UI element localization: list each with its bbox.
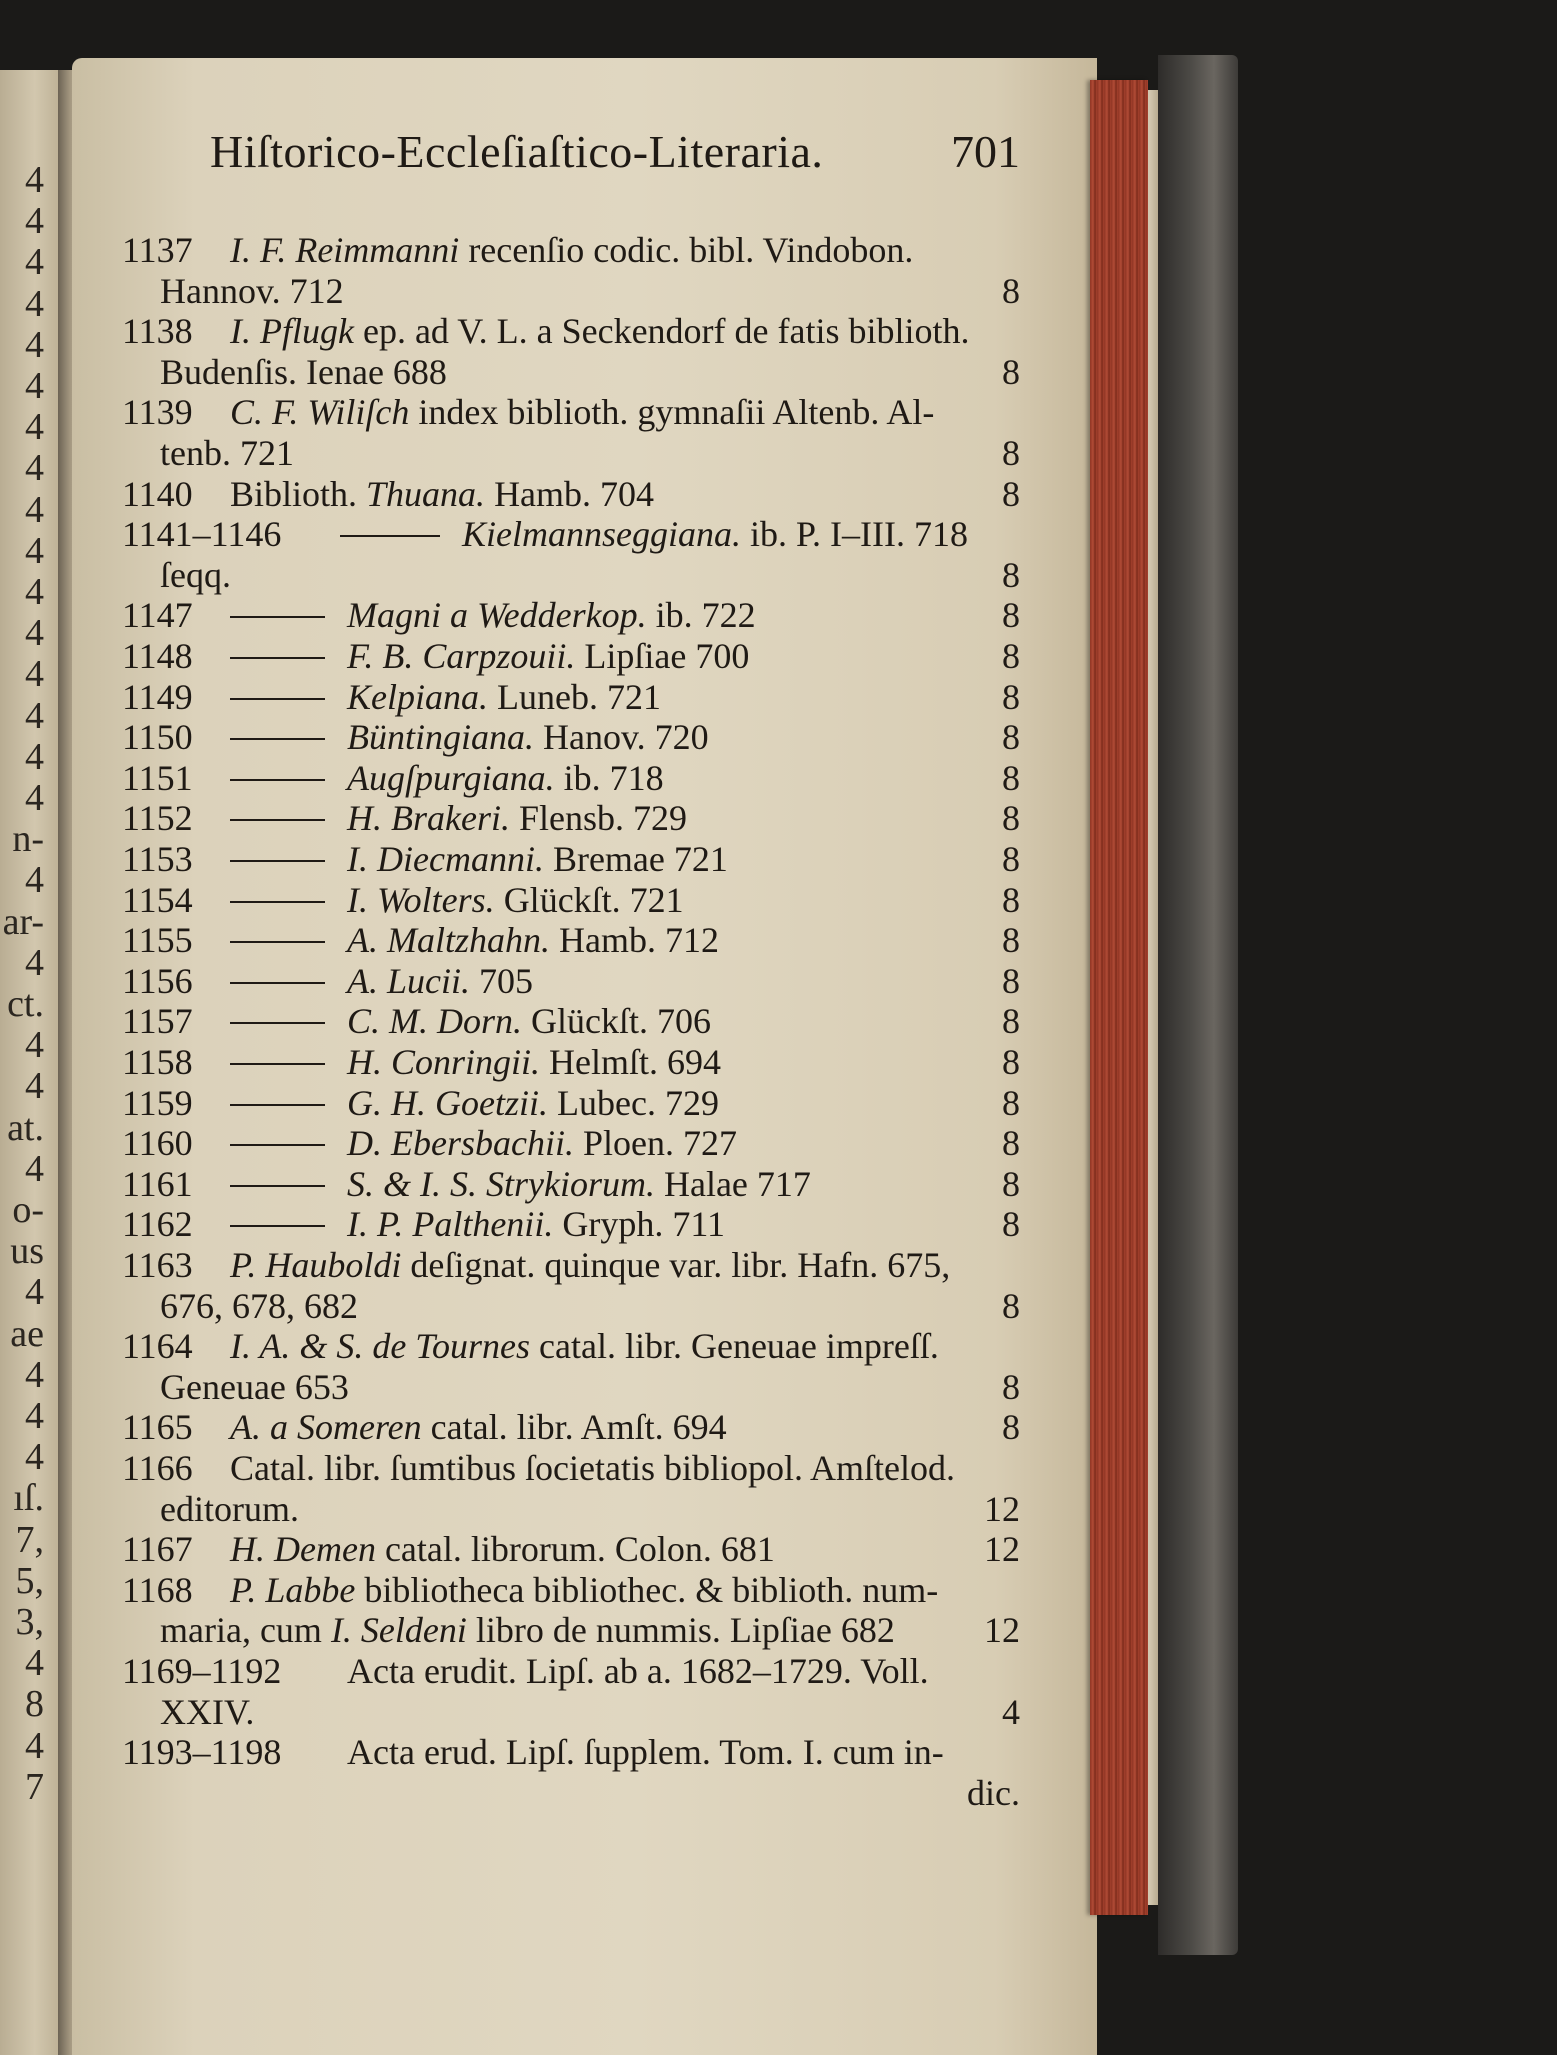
left-page-edge bbox=[0, 70, 58, 2055]
entry-title: Halae 717 bbox=[654, 1163, 811, 1204]
entry-title: 705 bbox=[470, 960, 533, 1001]
entry-author: Kelpiana. bbox=[347, 676, 488, 717]
left-page-fragment: o- bbox=[12, 1189, 44, 1231]
catalogue-entry bbox=[122, 920, 1020, 960]
entry-number: 1165 bbox=[122, 1407, 193, 1448]
entry-price: 8 bbox=[1002, 1204, 1020, 1245]
entry-number: 1147 bbox=[122, 595, 193, 636]
catalogue-entry bbox=[122, 311, 1020, 351]
entry-title: Hamb. 712 bbox=[550, 920, 719, 961]
entry-title: ib. 718 bbox=[554, 757, 664, 798]
continuation-text: ſeqq. bbox=[160, 554, 231, 595]
left-page-fragment: 4 bbox=[25, 1353, 44, 1396]
catalogue-entry bbox=[122, 1448, 1020, 1488]
entry-price: 8 bbox=[1002, 554, 1020, 595]
continuation-text: Budenſis. Ienae 688 bbox=[160, 351, 447, 392]
entry-title: Biblioth. bbox=[230, 473, 367, 514]
entry-text bbox=[347, 1042, 721, 1082]
entry-author: F. B. Carpzouii. bbox=[347, 636, 576, 676]
left-page-fragment: 8 bbox=[25, 1683, 44, 1726]
ditto-dash bbox=[230, 901, 325, 903]
left-page-fragment: 5, bbox=[15, 1559, 44, 1602]
entry-title: Lubec. 729 bbox=[548, 1082, 719, 1123]
ditto-dash bbox=[230, 1104, 325, 1106]
continuation-text: Hannov. 712 bbox=[160, 270, 344, 311]
page-stack-edge bbox=[1148, 90, 1158, 1905]
entry-text bbox=[347, 595, 756, 635]
entry-price: 8 bbox=[1002, 1082, 1020, 1123]
entry-author: H. Brakeri. bbox=[347, 798, 510, 839]
entry-author: Magni a Wedderkop. bbox=[347, 595, 647, 636]
entry-number: 1167 bbox=[122, 1529, 193, 1570]
left-page-fragment: 4 bbox=[25, 735, 44, 778]
entry-author: Büntingiana. bbox=[347, 717, 534, 758]
entry-author: C. F. Wiliſch bbox=[230, 392, 410, 433]
continuation-text: Geneuae 653 bbox=[160, 1366, 349, 1407]
ditto-dash bbox=[230, 860, 325, 862]
entry-number: 1162 bbox=[122, 1204, 193, 1245]
entry-text bbox=[347, 1001, 711, 1041]
entry-author: P. Hauboldi bbox=[230, 1245, 402, 1285]
ditto-dash bbox=[230, 1063, 325, 1065]
entry-price: 8 bbox=[1002, 1407, 1020, 1448]
entry-title: deſignat. quinque var. libr. Hafn. 675, bbox=[401, 1245, 951, 1285]
entry-title: Helmſt. 694 bbox=[540, 1042, 722, 1082]
entry-number: 1140 bbox=[122, 473, 193, 514]
left-page-fragment: at. bbox=[7, 1106, 44, 1149]
entry-price: 8 bbox=[1002, 920, 1020, 961]
entry-number: 1141–1146 bbox=[122, 514, 282, 555]
left-page-fragment: 4 bbox=[25, 1724, 44, 1767]
left-page-fragment: 7, bbox=[15, 1518, 44, 1561]
ditto-dash bbox=[230, 1225, 325, 1227]
entry-price: 12 bbox=[984, 1488, 1020, 1529]
entry-text bbox=[230, 474, 654, 514]
catalogue-entry bbox=[122, 1204, 1020, 1244]
entry-author: G. H. Goetzii. bbox=[347, 1082, 548, 1123]
left-page-fragment: 4 bbox=[25, 1147, 44, 1190]
entry-price: 8 bbox=[1002, 1163, 1020, 1204]
ditto-dash bbox=[230, 982, 325, 984]
left-page-fragment: 4 bbox=[25, 323, 44, 366]
left-page-fragment: 4 bbox=[25, 571, 44, 613]
entry-number: 1164 bbox=[122, 1326, 193, 1367]
left-page-fragment: 4 bbox=[25, 612, 44, 655]
catalogue-entry bbox=[122, 474, 1020, 514]
catalogue-entry bbox=[122, 1042, 1020, 1082]
catalogue-entry bbox=[122, 1083, 1020, 1123]
entry-text bbox=[347, 1083, 719, 1123]
entry-title: catal. libr. Amſt. 694 bbox=[421, 1407, 727, 1448]
entry-text bbox=[230, 1529, 775, 1569]
entry-price: 8 bbox=[1002, 595, 1020, 636]
catalogue-entry bbox=[122, 514, 1020, 554]
entry-number: 1158 bbox=[122, 1042, 193, 1082]
left-page-fragment: 4 bbox=[25, 447, 44, 490]
entry-continuation bbox=[160, 271, 1020, 311]
left-page-fragment: 4 bbox=[25, 1436, 44, 1479]
entry-price: 4 bbox=[1002, 1691, 1020, 1732]
catalogue-entry bbox=[122, 798, 1020, 838]
catalogue-entry bbox=[122, 1245, 1020, 1285]
continuation-text: XXIV. bbox=[160, 1691, 255, 1732]
ditto-dash bbox=[230, 616, 325, 618]
left-page-fragment: 4 bbox=[25, 529, 44, 572]
left-page-fragment: ıſ. bbox=[13, 1477, 44, 1520]
entry-number: 1150 bbox=[122, 717, 193, 758]
entry-price: 12 bbox=[984, 1529, 1020, 1570]
entry-text bbox=[230, 1448, 955, 1488]
ditto-dash bbox=[230, 657, 325, 659]
left-page-fragment: 4 bbox=[25, 365, 44, 407]
entry-author: I. Pflugk bbox=[230, 311, 354, 352]
running-head-title: Hiſtorico-Eccleſiaſtico-Literaria. bbox=[210, 126, 824, 177]
continuation-text: editorum. bbox=[160, 1488, 299, 1529]
entry-author: A. Maltzhahn. bbox=[347, 920, 550, 961]
entry-text bbox=[347, 839, 728, 879]
entry-title: catal. libr. Geneuae impreſſ. bbox=[530, 1326, 939, 1367]
entry-number: 1168 bbox=[122, 1569, 193, 1610]
entry-price: 8 bbox=[1002, 676, 1020, 717]
book-cover-board bbox=[1158, 55, 1238, 1955]
entry-title: Bremae 721 bbox=[543, 839, 728, 879]
catalogue-entry bbox=[122, 839, 1020, 879]
entry-author: A. a Someren bbox=[230, 1407, 422, 1448]
catalogue-entry bbox=[122, 1732, 1020, 1772]
catchword: dic. bbox=[967, 1772, 1020, 1813]
catalogue-entry bbox=[122, 1164, 1020, 1204]
ditto-dash bbox=[230, 941, 325, 943]
entry-price: 8 bbox=[1002, 798, 1020, 839]
catalogue-entry bbox=[122, 880, 1020, 920]
entry-title: ep. ad V. L. a Seckendorf de fatis biblioth. bbox=[353, 311, 970, 352]
catalogue-entry bbox=[122, 230, 1020, 270]
catalogue-entry bbox=[122, 1651, 1020, 1691]
entry-number: 1149 bbox=[122, 676, 193, 717]
left-page-fragment: 4 bbox=[25, 1395, 44, 1437]
ditto-dash bbox=[230, 698, 325, 700]
entry-title: Lipſiae 700 bbox=[575, 636, 750, 676]
entry-price: 8 bbox=[1002, 1285, 1020, 1326]
entry-number: 1160 bbox=[122, 1123, 193, 1164]
entry-text bbox=[347, 1651, 929, 1691]
catalogue-entry bbox=[122, 1407, 1020, 1447]
entry-number: 1148 bbox=[122, 636, 193, 676]
entry-title: Glückſt. 721 bbox=[494, 879, 684, 920]
entry-price: 8 bbox=[1002, 351, 1020, 392]
entry-number: 1138 bbox=[122, 311, 193, 352]
entry-number: 1156 bbox=[122, 960, 193, 1001]
entry-text bbox=[230, 392, 934, 432]
entry-author: I. Wolters. bbox=[347, 879, 495, 920]
catalogue-entry bbox=[122, 636, 1020, 676]
entry-number: 1193–1198 bbox=[122, 1732, 282, 1773]
entry-continuation bbox=[160, 1489, 1020, 1529]
entry-number: 1153 bbox=[122, 839, 193, 879]
left-page-fragment: 4 bbox=[25, 1065, 44, 1108]
entry-title: Glückſt. 706 bbox=[522, 1001, 711, 1042]
entry-text bbox=[347, 677, 661, 717]
entry-price: 8 bbox=[1002, 879, 1020, 920]
entry-text bbox=[462, 514, 968, 554]
entry-title: Ploen. 727 bbox=[573, 1123, 737, 1164]
entry-text bbox=[347, 920, 719, 960]
left-page-fragment: 4 bbox=[25, 941, 44, 984]
entry-continuation bbox=[160, 1773, 1020, 1813]
entry-title: index biblioth. gymnaſii Altenb. Al- bbox=[409, 392, 935, 433]
entry-text bbox=[230, 1570, 938, 1610]
entry-title: Luneb. 721 bbox=[488, 676, 661, 717]
entry-continuation bbox=[160, 1692, 1020, 1732]
red-fore-edge bbox=[1090, 80, 1148, 1915]
entry-title-italic: Thuana. bbox=[366, 473, 486, 514]
entry-continuation bbox=[160, 433, 1020, 473]
entry-price: 8 bbox=[1002, 433, 1020, 473]
entry-number: 1169–1192 bbox=[122, 1651, 282, 1691]
left-page-fragment: ct. bbox=[7, 983, 44, 1025]
left-page-fragment: 4 bbox=[25, 406, 44, 449]
entry-number: 1159 bbox=[122, 1082, 193, 1123]
entry-price: 8 bbox=[1002, 636, 1020, 676]
entry-text bbox=[230, 230, 913, 270]
continuation-author: I. Seldeni bbox=[330, 1610, 467, 1651]
ditto-dash bbox=[230, 1144, 325, 1146]
entry-text bbox=[230, 1245, 950, 1285]
entry-number: 1137 bbox=[122, 230, 193, 270]
entry-continuation bbox=[160, 352, 1020, 392]
entry-number: 1154 bbox=[122, 879, 193, 920]
entry-author: Kielmannseggiana. bbox=[462, 514, 741, 555]
ditto-dash bbox=[230, 819, 325, 821]
entry-price: 8 bbox=[1002, 1123, 1020, 1164]
catalogue-entry bbox=[122, 717, 1020, 757]
left-page-fragment: 4 bbox=[25, 777, 44, 819]
running-head bbox=[200, 125, 1020, 185]
entry-text bbox=[230, 1326, 939, 1366]
entry-author: C. M. Dorn. bbox=[347, 1001, 523, 1042]
entry-title: ib. 722 bbox=[646, 595, 756, 636]
entry-text bbox=[347, 961, 533, 1001]
entry-title: catal. librorum. Colon. 681 bbox=[375, 1529, 775, 1570]
continuation-imprint: libro de nummis. Lipſiae 682 bbox=[466, 1610, 895, 1651]
entry-title: Hanov. 720 bbox=[534, 717, 709, 758]
left-page-fragment: 4 bbox=[25, 159, 44, 201]
entry-text bbox=[347, 1164, 811, 1204]
entry-text bbox=[347, 717, 709, 757]
entry-text bbox=[347, 636, 749, 676]
ditto-dash bbox=[230, 738, 325, 740]
left-page-fragment: 4 bbox=[25, 282, 44, 325]
left-page-fragment: 4 bbox=[25, 1271, 44, 1314]
entry-text bbox=[347, 1123, 737, 1163]
catalogue-entry bbox=[122, 1326, 1020, 1366]
entry-price: 8 bbox=[1002, 1001, 1020, 1042]
entry-price: 8 bbox=[1002, 757, 1020, 798]
entry-text bbox=[347, 880, 684, 920]
entry-title: ib. P. I–III. 718 bbox=[740, 514, 968, 555]
entry-text bbox=[230, 311, 970, 351]
entry-price: 12 bbox=[984, 1610, 1020, 1651]
entry-title: bibliotheca bibliothec. & biblioth. num- bbox=[355, 1569, 939, 1610]
left-page-fragment: 3, bbox=[15, 1601, 44, 1643]
entry-imprint: Hamb. 704 bbox=[485, 473, 655, 514]
entry-continuation bbox=[160, 1610, 1020, 1650]
entry-text bbox=[230, 1407, 727, 1447]
entry-author: I. A. & S. de Tournes bbox=[230, 1326, 531, 1367]
entry-title: Acta erud. Lipſ. ſupplem. Tom. I. cum in- bbox=[347, 1732, 944, 1773]
entry-author: S. & I. S. Strykiorum. bbox=[347, 1163, 655, 1204]
continuation-text: tenb. 721 bbox=[160, 433, 294, 473]
entry-continuation bbox=[160, 555, 1020, 595]
continuation-text: 676, 678, 682 bbox=[160, 1285, 358, 1326]
entry-author: I. F. Reimmanni bbox=[230, 230, 460, 270]
entry-author: D. Ebersbachii. bbox=[347, 1123, 574, 1164]
entry-price: 8 bbox=[1002, 1366, 1020, 1407]
entry-continuation bbox=[160, 1286, 1020, 1326]
entry-title: recenſio codic. bibl. Vindobon. bbox=[459, 230, 914, 270]
catalogue-entry bbox=[122, 1570, 1020, 1610]
entry-text bbox=[347, 798, 687, 838]
catalogue-entry bbox=[122, 595, 1020, 635]
entry-number: 1139 bbox=[122, 392, 193, 433]
left-page-fragment: 4 bbox=[25, 859, 44, 902]
left-page-fragment: ae bbox=[10, 1312, 44, 1355]
entry-text bbox=[347, 758, 664, 798]
catalogue-entry bbox=[122, 758, 1020, 798]
left-page-fragment: 7 bbox=[25, 1765, 44, 1808]
ditto-dash bbox=[230, 1185, 325, 1187]
entry-price: 8 bbox=[1002, 473, 1020, 514]
entry-price: 8 bbox=[1002, 717, 1020, 758]
ditto-dash bbox=[230, 779, 325, 781]
entry-number: 1166 bbox=[122, 1448, 193, 1488]
catalogue-entry bbox=[122, 1001, 1020, 1041]
left-page-fragment: 4 bbox=[25, 200, 44, 243]
entry-text bbox=[347, 1732, 944, 1772]
left-page-fragment: 4 bbox=[25, 1024, 44, 1067]
entry-text bbox=[347, 1204, 725, 1244]
entry-author: I. P. Palthenii. bbox=[347, 1204, 554, 1245]
entry-author: I. Diecmanni. bbox=[347, 839, 544, 879]
left-page-fragment: 4 bbox=[25, 694, 44, 737]
left-page-fragment: ar- bbox=[2, 900, 44, 943]
entry-number: 1163 bbox=[122, 1245, 193, 1285]
entry-title: Flensb. 729 bbox=[509, 798, 687, 839]
entry-continuation bbox=[160, 1367, 1020, 1407]
ditto-dash bbox=[340, 535, 440, 537]
entry-title: Gryph. 711 bbox=[553, 1204, 725, 1245]
entry-number: 1152 bbox=[122, 798, 193, 839]
entry-author: P. Labbe bbox=[230, 1569, 356, 1610]
entry-author: H. Conringii. bbox=[347, 1042, 541, 1082]
catalogue-entry bbox=[122, 392, 1020, 432]
entry-title: Catal. libr. ſumtibus ſocietatis bibliopol. Amſtelod. bbox=[230, 1448, 955, 1488]
left-page-fragment: 4 bbox=[25, 1642, 44, 1685]
left-page-fragment: us bbox=[10, 1230, 44, 1273]
entry-price: 8 bbox=[1002, 839, 1020, 879]
entry-price: 8 bbox=[1002, 1042, 1020, 1082]
entry-price: 8 bbox=[1002, 960, 1020, 1001]
entry-author: H. Demen bbox=[230, 1529, 376, 1570]
entry-price: 8 bbox=[1002, 270, 1020, 311]
entry-title: Acta erudit. Lipſ. ab a. 1682–1729. Voll. bbox=[347, 1651, 929, 1691]
catalogue-entry bbox=[122, 1529, 1020, 1569]
ditto-dash bbox=[230, 1022, 325, 1024]
entry-number: 1155 bbox=[122, 920, 193, 961]
left-page-fragment: n- bbox=[12, 818, 44, 861]
left-page-fragment: 4 bbox=[25, 241, 44, 284]
entry-author: A. Lucii. bbox=[347, 960, 470, 1001]
left-page-fragment: 4 bbox=[25, 653, 44, 696]
continuation-text: maria, cum bbox=[160, 1610, 331, 1651]
catalogue-entry bbox=[122, 677, 1020, 717]
entry-number: 1151 bbox=[122, 757, 193, 798]
page-number: 701 bbox=[951, 126, 1020, 177]
catalogue-entry bbox=[122, 1123, 1020, 1163]
left-page-fragment: 4 bbox=[25, 488, 44, 531]
entry-number: 1161 bbox=[122, 1163, 193, 1204]
entry-author: Augſpurgiana. bbox=[347, 757, 555, 798]
catalogue-entry bbox=[122, 961, 1020, 1001]
entry-number: 1157 bbox=[122, 1001, 193, 1042]
